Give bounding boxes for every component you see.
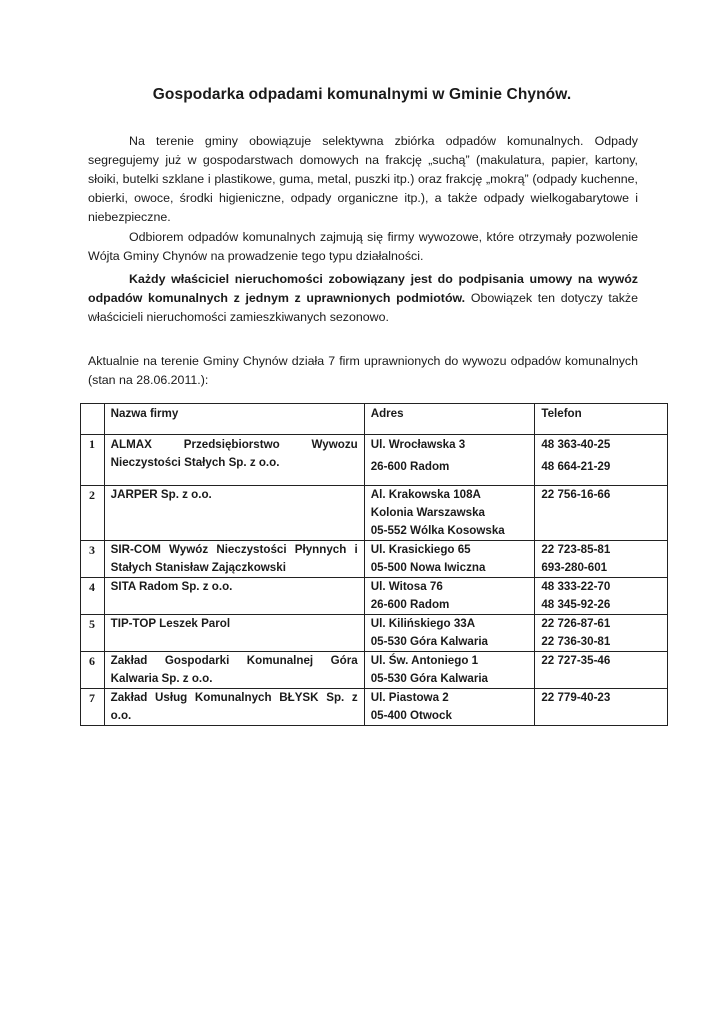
paragraph-bold-text: Każdy właściciel nieruchomości zobowiązany jest do podpisania umowy na wywóz odpadów komunalnych z jednym z uprawnionych podmiotów.	[88, 272, 638, 305]
row-number: 4	[81, 578, 105, 615]
company-name: Zakład Gospodarki Komunalnej Góra Kalwaria Sp. z o.o.	[104, 652, 364, 689]
address-line: Kolonia Warszawska	[370, 506, 485, 519]
company-address	[364, 486, 535, 541]
address-line: 05-400 Otwock	[370, 709, 452, 722]
paragraph-contract-obligation	[88, 270, 638, 327]
address-line: Ul. Wrocławska 3	[370, 438, 466, 451]
table-row	[81, 689, 668, 726]
phone-line: 48 333-22-70	[541, 580, 611, 593]
company-phone	[535, 578, 668, 615]
row-number: 1	[81, 435, 105, 486]
address-line: Ul. Kilińskiego 33A	[370, 617, 476, 630]
address-line: 26-600 Radom	[370, 598, 450, 611]
phone-line: 22 727-35-46	[541, 654, 611, 667]
phone-line: 22 756-16-66	[541, 488, 611, 501]
address-line: 05-552 Wólka Kosowska	[370, 524, 505, 537]
header-cell-phone: Telefon	[535, 404, 668, 435]
phone-line: 22 723-85-81	[541, 543, 611, 556]
address-line: Ul. Witosa 76	[370, 580, 443, 593]
company-name: ALMAX Przedsiębiorstwo Wywozu Nieczystości Stałych Sp. z o.o.	[104, 435, 364, 486]
table-row	[81, 652, 668, 689]
address-line: 26-600 Radom	[370, 460, 450, 473]
phone-line: 22 779-40-23	[541, 691, 611, 704]
company-address	[364, 689, 535, 726]
company-name: JARPER Sp. z o.o.	[104, 486, 364, 541]
paragraph-text: Odbiorem odpadów komunalnych zajmują się firmy wywozowe, które otrzymały pozwolenie Wójta Gminy Chynów na prowadzenie tego typu działalności.	[88, 230, 638, 263]
paragraph-text: Obowiązek ten dotyczy także właścicieli nieruchomości zamieszkiwanych sezonowo.	[88, 291, 639, 324]
table-row	[81, 615, 668, 652]
row-number: 2	[81, 486, 105, 541]
header-cell-name: Nazwa firmy	[104, 404, 364, 435]
company-phone	[535, 541, 668, 578]
company-address	[364, 652, 535, 689]
table-row	[81, 486, 668, 541]
row-number: 7	[81, 689, 105, 726]
company-phone	[535, 615, 668, 652]
paragraph-text: Na terenie gminy obowiązuje selektywna zbiórka odpadów komunalnych. Odpady segregujemy już w gospodarstwach domowych na frakcję „suchą” (makulatura, papier, kartony, słoiki, butelki szklane i plastikowe, guma, metal, puszki itp.) oraz frakcję „mokrą” (odpady kuchenne, obierki, owoce, środki higieniczne, odpady organiczne itp.), a także odpady wielkogabarytowe i niebezpieczne.	[88, 134, 638, 224]
phone-line: 48 345-92-26	[541, 598, 611, 611]
company-name: TIP-TOP Leszek Parol	[104, 615, 364, 652]
table-row	[81, 578, 668, 615]
phone-line: 48 664-21-29	[541, 460, 611, 473]
company-name: SIR-COM Wywóz Nieczystości Płynnych i Stałych Stanisław Zajączkowski	[104, 541, 364, 578]
phone-line: 22 736-30-81	[541, 635, 611, 648]
company-address	[364, 541, 535, 578]
address-line: 05-530 Góra Kalwaria	[370, 672, 489, 685]
company-phone	[535, 486, 668, 541]
paragraph-collection-companies	[88, 228, 638, 266]
company-address	[364, 615, 535, 652]
address-line: Ul. Piastowa 2	[370, 691, 449, 704]
phone-line: 693-280-601	[541, 561, 608, 574]
company-phone	[535, 652, 668, 689]
company-address	[364, 435, 535, 486]
header-cell-address: Adres	[364, 404, 535, 435]
company-phone	[535, 435, 668, 486]
phone-line: 22 726-87-61	[541, 617, 611, 630]
company-address	[364, 578, 535, 615]
row-number: 6	[81, 652, 105, 689]
header-cell-number	[81, 404, 105, 435]
address-line: Ul. Krasickiego 65	[370, 543, 471, 556]
table-header-row	[81, 404, 668, 435]
address-line: 05-500 Nowa Iwiczna	[370, 561, 486, 574]
company-name: Zakład Usług Komunalnych BŁYSK Sp. z o.o.	[104, 689, 364, 726]
address-line: 05-530 Góra Kalwaria	[370, 635, 489, 648]
company-name: SITA Radom Sp. z o.o.	[104, 578, 364, 615]
firms-table	[80, 403, 668, 726]
company-phone	[535, 689, 668, 726]
phone-line: 48 363-40-25	[541, 438, 611, 451]
address-line: Ul. Św. Antoniego 1	[370, 654, 479, 667]
table-row	[81, 435, 668, 486]
page-title: Gospodarka odpadami komunalnymi w Gminie Chynów.	[152, 86, 572, 103]
paragraph-firms-intro: Aktualnie na terenie Gminy Chynów działa 7 firm uprawnionych do wywozu odpadów komunalnych (stan na 28.06.2011.):	[88, 354, 638, 387]
table-row	[81, 541, 668, 578]
address-line: Al. Krakowska 108A	[370, 488, 481, 501]
row-number: 5	[81, 615, 105, 652]
paragraph-selective-collection	[88, 132, 638, 227]
row-number: 3	[81, 541, 105, 578]
